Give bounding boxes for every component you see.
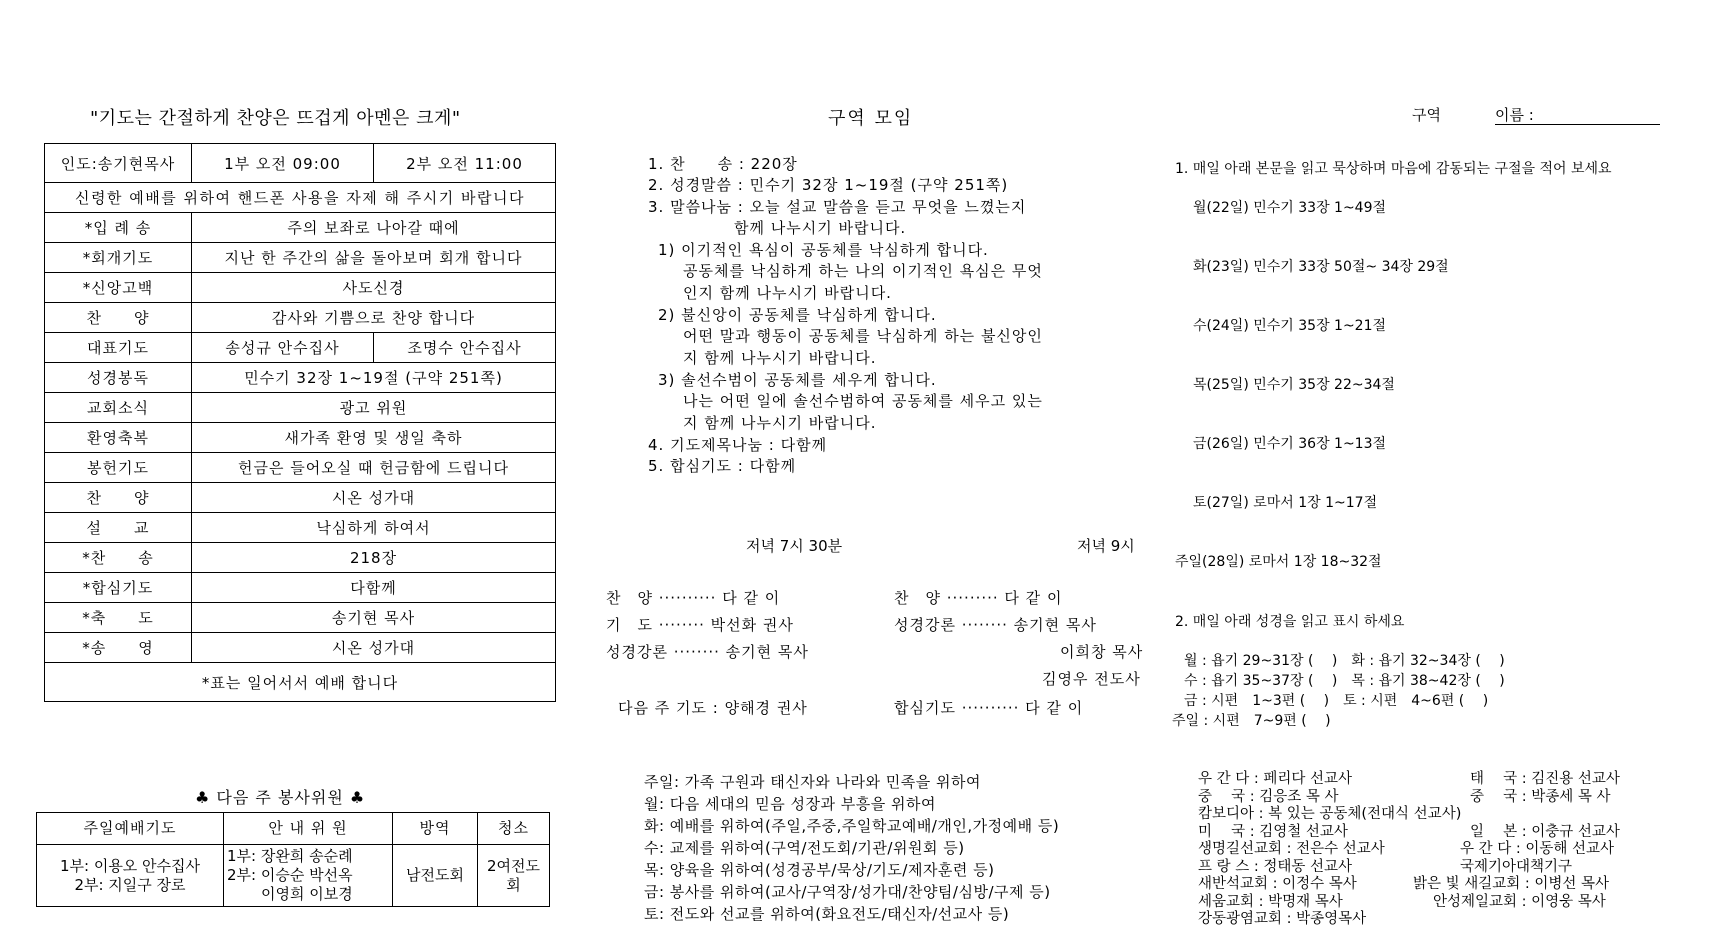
order-content: 송기현 목사	[192, 603, 556, 633]
agenda-item: 공동체를 낙심하게 하는 나의 이기적인 욕심은 무엇	[683, 262, 1043, 280]
order-label: 성경봉독	[45, 363, 192, 393]
order-label: *축 도	[45, 603, 192, 633]
missionary-item: 캄보디아 : 복 있는 공동체(전대식 선교사)	[1198, 806, 1462, 822]
table-row	[45, 393, 556, 423]
agenda-item: 5. 합심기도 : 다함께	[648, 457, 797, 475]
program-b-praise: 찬 양 ········· 다 같 이	[894, 589, 1063, 607]
usher-first: 1부: 장완희 송순례	[227, 847, 353, 865]
order-content: 새가족 환영 및 생일 축하	[192, 423, 556, 453]
daily-prayer-item: 주일: 가족 구원과 태신자와 나라와 민족을 위하여	[644, 773, 981, 791]
reading-item: 수(24일) 민수기 35장 1~21절	[1193, 318, 1387, 334]
order-label: *입 례 송	[45, 213, 192, 243]
evening-time-a: 저녁 7시 30분	[746, 537, 843, 555]
order-content: 시온 성가대	[192, 633, 556, 663]
order-content: 다함께	[192, 573, 556, 603]
table-row	[45, 333, 556, 363]
table-row	[45, 543, 556, 573]
agenda-item: 나는 어떤 일에 솔선수범하여 공동체를 세우고 있는	[683, 392, 1043, 410]
order-content: 헌금은 들어오실 때 헌금함에 드립니다	[192, 453, 556, 483]
missionary-item: 미 국 : 김영철 선교사	[1198, 824, 1348, 840]
table-row	[45, 363, 556, 393]
table-row	[37, 845, 550, 907]
district-label: 구역	[1412, 106, 1441, 124]
agenda-item: 2) 불신앙이 공동체를 낙심하게 합니다.	[658, 306, 937, 324]
agenda-item: 4. 기도제목나눔 : 다함께	[648, 436, 828, 454]
cleaning-volunteers: 2여전도회	[478, 845, 550, 907]
order-content: 감사와 기쁨으로 찬양 합니다	[192, 303, 556, 333]
order-label: *송 영	[45, 633, 192, 663]
missionary-item: 안성제일교회 : 이영웅 목사	[1433, 894, 1606, 910]
missionary-item: 프 랑 스 : 정태동 선교사	[1198, 859, 1352, 875]
standing-footnote: *표는 일어서서 예배 합니다	[45, 663, 556, 702]
agenda-item: 3. 말씀나눔 : 오늘 설교 말씀을 듣고 무엇을 느꼈는지	[648, 198, 1027, 216]
missionary-item: 중 국 : 김응조 목 사	[1198, 789, 1339, 805]
table-row	[45, 303, 556, 333]
service-leader: 인도:송기현목사	[45, 144, 192, 183]
second-service-time: 2부 오전 11:00	[373, 144, 555, 183]
missionary-item: 생명길선교회 : 전은수 선교사	[1198, 841, 1385, 857]
order-label: 찬 양	[45, 303, 192, 333]
evening-time-b: 저녁 9시	[1077, 537, 1135, 555]
order-label: 설 교	[45, 513, 192, 543]
daily-prayer-item: 토: 전도와 선교를 위하여(화요전도/태신자/선교사 등)	[644, 905, 1010, 923]
column-header: 안 내 위 원	[224, 813, 393, 845]
order-label: 환영축복	[45, 423, 192, 453]
check-item: 월 : 욥기 29~31장 ( ) 화 : 욥기 32~34장 ( )	[1184, 653, 1505, 669]
table-row	[45, 633, 556, 663]
prayer-second: 2부: 지일구 장로	[74, 875, 186, 894]
daily-prayer-item: 금: 봉사를 위하여(교사/구역장/성가대/찬양팀/심방/구제 등)	[644, 883, 1051, 901]
order-content: 지난 한 주간의 삶을 돌아보며 회개 합니다	[192, 243, 556, 273]
program-b-extra: 김영우 전도사	[1042, 670, 1141, 688]
missionary-item: 새반석교회 : 이정수 목사	[1198, 876, 1357, 892]
check-item: 주일 : 시편 7~9편 ( )	[1172, 713, 1331, 729]
group-meeting-title: 구역 모임	[828, 108, 914, 129]
order-content: 송성규 안수집사	[192, 333, 374, 363]
order-content: 주의 보좌로 나아갈 때에	[192, 213, 556, 243]
agenda-item: 인지 함께 나누시기 바랍니다.	[683, 284, 892, 302]
table-row	[45, 663, 556, 702]
table-row	[45, 144, 556, 183]
table-row	[45, 573, 556, 603]
agenda-item: 2. 성경말씀 : 민수기 32장 1~19절 (구약 251쪽)	[648, 176, 1009, 194]
missionary-item: 강동광염교회 : 박종영목사	[1198, 911, 1367, 927]
table-row	[45, 423, 556, 453]
order-label: *합심기도	[45, 573, 192, 603]
agenda-item: 함께 나누시기 바랍니다.	[734, 219, 907, 237]
daily-prayer-item: 화: 예배를 위하여(주일,주중,주일학교예배/개인,가정예배 등)	[644, 817, 1060, 835]
missionary-item: 우 간 다 : 이동해 선교사	[1460, 841, 1614, 857]
table-row	[45, 183, 556, 213]
daily-prayer-item: 목: 양육을 위하여(성경공부/묵상/기도/제자훈련 등)	[644, 861, 995, 879]
usher-second: 2부: 이승순 박선옥	[227, 866, 353, 884]
order-label: 교회소식	[45, 393, 192, 423]
daily-prayer-item: 수: 교제를 위하여(구역/전도회/기관/위원회 등)	[644, 839, 965, 857]
order-content: 사도신경	[192, 273, 556, 303]
table-row	[37, 813, 550, 845]
together-prayer: 합심기도 ·········· 다 같 이	[894, 699, 1084, 717]
volunteer-table	[36, 812, 550, 907]
program-a-bible: 성경강론 ········ 송기현 목사	[606, 643, 809, 661]
agenda-item: 3) 솔선수범이 공동체를 세우게 합니다.	[658, 371, 937, 389]
table-row	[45, 273, 556, 303]
table-row	[45, 243, 556, 273]
order-label: 봉헌기도	[45, 453, 192, 483]
order-label: *찬 송	[45, 543, 192, 573]
table-row	[45, 453, 556, 483]
missionary-item: 세움교회 : 박명재 목사	[1198, 894, 1343, 910]
table-row	[45, 483, 556, 513]
order-content: 민수기 32장 1~19절 (구약 251쪽)	[192, 363, 556, 393]
reading-item: 주일(28일) 로마서 1장 18~32절	[1175, 554, 1382, 570]
check-instruction: 2. 매일 아래 성경을 읽고 표시 하세요	[1175, 614, 1405, 630]
order-label: 찬 양	[45, 483, 192, 513]
program-b-bible: 성경강론 ········ 송기현 목사	[894, 616, 1097, 634]
prayer-first: 1부: 이용오 안수집사	[59, 856, 201, 875]
worship-order-table	[44, 143, 556, 702]
missionary-item: 우 간 다 : 페리다 선교사	[1198, 771, 1352, 787]
order-label: *신앙고백	[45, 273, 192, 303]
check-item: 금 : 시편 1~3편 ( ) 토 : 시편 4~6편 ( )	[1184, 693, 1489, 709]
motto-heading: "기도는 간절하게 찬양은 뜨겁게 아멘은 크게"	[90, 108, 461, 129]
order-content: 시온 성가대	[192, 483, 556, 513]
agenda-item: 1. 찬 송 : 220장	[648, 155, 798, 173]
order-content: 광고 위원	[192, 393, 556, 423]
agenda-item: 어떤 말과 행동이 공동체를 낙심하게 하는 불신앙인	[683, 327, 1043, 345]
missionary-item: 태 국 : 김진용 선교사	[1470, 771, 1620, 787]
missionary-item: 일 본 : 이충규 선교사	[1470, 824, 1620, 840]
reading-instruction: 1. 매일 아래 본문을 읽고 묵상하며 마음에 감동되는 구절을 적어 보세요	[1175, 161, 1612, 177]
order-content: 218장	[192, 543, 556, 573]
check-item: 수 : 욥기 35~37장 ( ) 목 : 욥기 38~42장 ( )	[1184, 673, 1505, 689]
reading-item: 화(23일) 민수기 33장 50절~ 34장 29절	[1193, 259, 1449, 275]
name-label: 이름 :	[1495, 106, 1534, 124]
table-row	[45, 513, 556, 543]
missionary-item: 중 국 : 박종세 목 사	[1470, 789, 1611, 805]
daily-prayer-item: 월: 다음 세대의 믿음 성장과 부흥을 위하여	[644, 795, 936, 813]
table-row	[45, 603, 556, 633]
column-header: 주일예배기도	[37, 813, 224, 845]
order-content: 조명수 안수집사	[373, 333, 555, 363]
reading-item: 금(26일) 민수기 36장 1~13절	[1193, 436, 1387, 452]
program-b-extra: 이희창 목사	[1060, 643, 1144, 661]
missionary-item: 밝은 빛 새길교회 : 이병선 목사	[1413, 876, 1610, 892]
order-label: 대표기도	[45, 333, 192, 363]
prayer-volunteers	[37, 845, 224, 907]
name-underline	[1495, 124, 1660, 125]
agenda-item: 1) 이기적인 욕심이 공동체를 낙심하게 합니다.	[658, 241, 989, 259]
disinfection-volunteers: 남전도회	[393, 845, 478, 907]
order-content: 낙심하게 하여서	[192, 513, 556, 543]
program-a-praise: 찬 양 ·········· 다 같 이	[606, 589, 781, 607]
column-header: 청소	[478, 813, 550, 845]
phone-notice: 신령한 예배를 위하여 핸드폰 사용을 자제 해 주시기 바랍니다	[45, 183, 556, 213]
agenda-item: 지 함께 나누시기 바랍니다.	[683, 414, 877, 432]
reading-item: 월(22일) 민수기 33장 1~49절	[1193, 200, 1387, 216]
reading-item: 목(25일) 민수기 35장 22~34절	[1193, 377, 1395, 393]
usher-second-extra: 이영희 이보경	[261, 885, 353, 903]
reading-item: 토(27일) 로마서 1장 1~17절	[1193, 495, 1378, 511]
next-week-prayer: 다음 주 기도 : 양해경 권사	[618, 699, 808, 717]
agenda-item: 지 함께 나누시기 바랍니다.	[683, 349, 877, 367]
column-header: 방역	[393, 813, 478, 845]
table-row	[45, 213, 556, 243]
first-service-time: 1부 오전 09:00	[192, 144, 374, 183]
missionary-item: 국제기아대책기구	[1460, 859, 1573, 875]
usher-volunteers	[224, 845, 393, 907]
next-week-volunteers-title: ♣ 다음 주 봉사위원 ♣	[195, 788, 366, 807]
order-label: *회개기도	[45, 243, 192, 273]
program-a-prayer: 기 도 ········ 박선화 권사	[606, 616, 794, 634]
